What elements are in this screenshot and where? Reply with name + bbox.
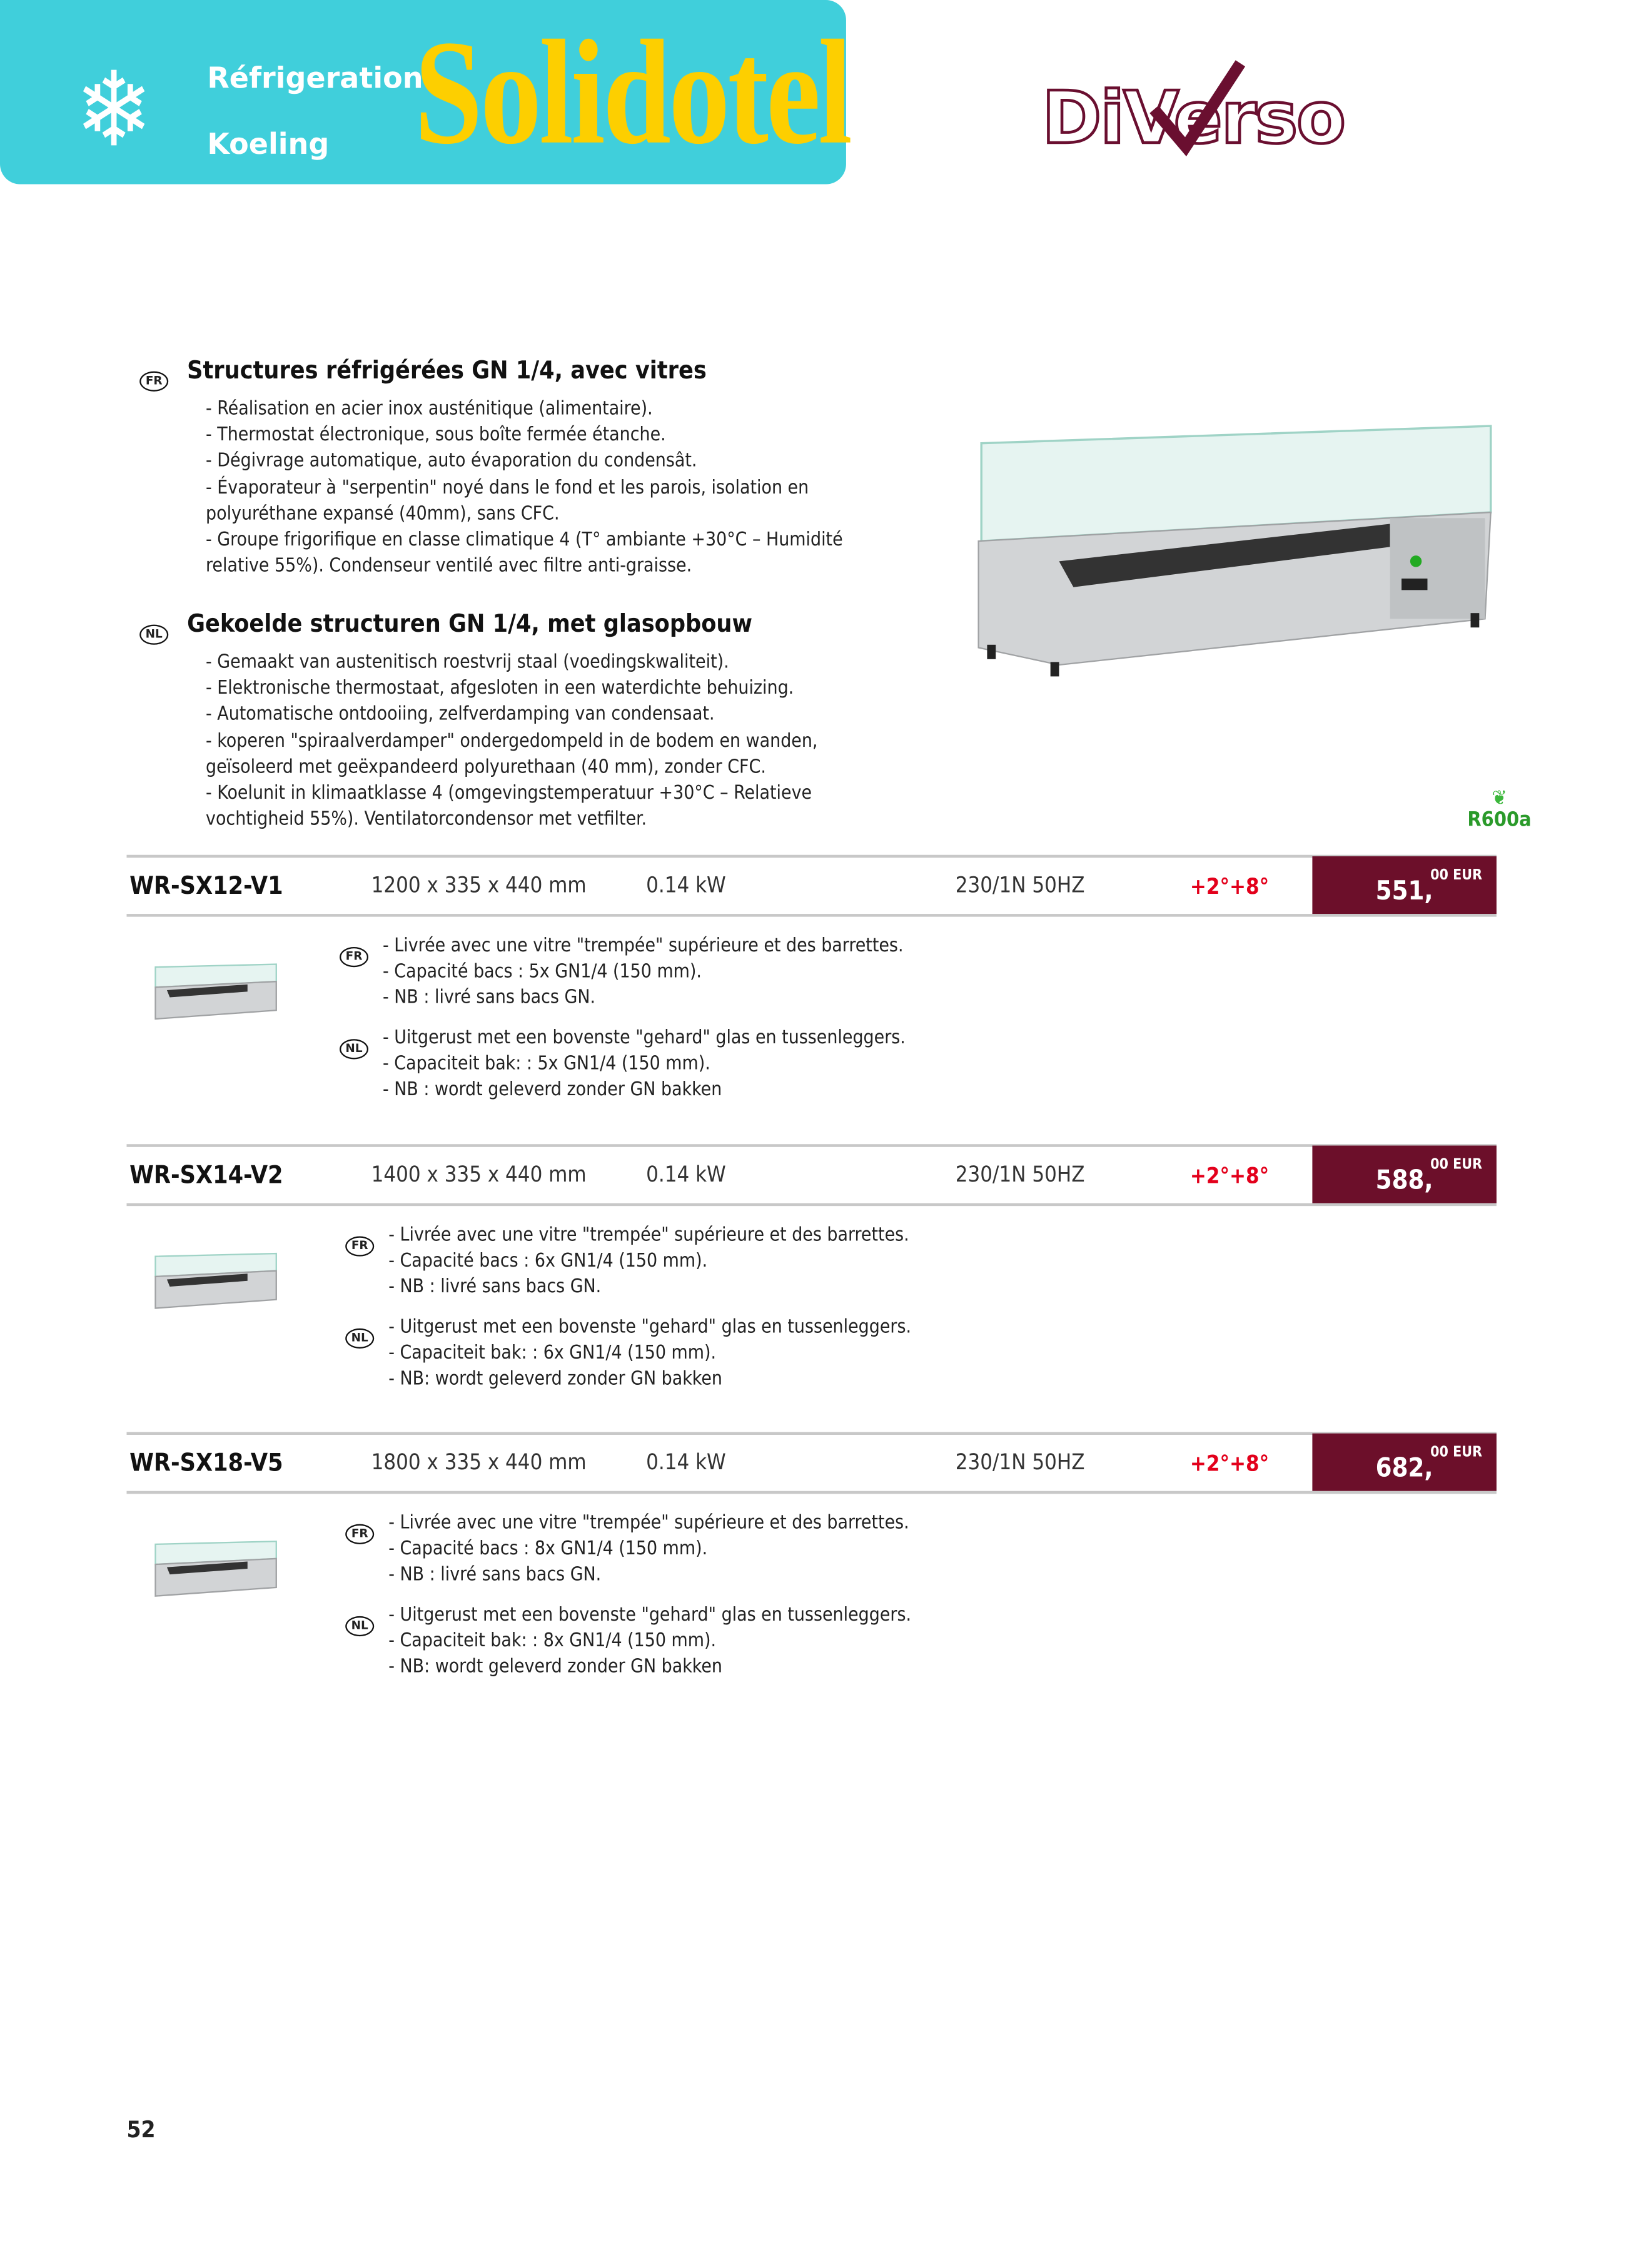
row-divider bbox=[126, 855, 1496, 858]
desc-line: - Livrée avec une vitre "trempée" supérieure et des barrettes. bbox=[383, 935, 904, 958]
product-power: 0.14 kW bbox=[646, 872, 726, 898]
product-row bbox=[0, 1144, 1626, 1432]
row-divider bbox=[126, 1203, 1496, 1207]
desc-nl bbox=[383, 1026, 906, 1105]
desc-line: - Groupe frigorifique en classe climatique 4 (T° ambiante +30°C – Humidité bbox=[206, 529, 843, 552]
desc-line: geïsoleerd met geëxpandeerd polyurethaan (40 mm), zonder CFC. bbox=[206, 756, 766, 779]
desc-line: - NB : livré sans bacs GN. bbox=[388, 1277, 602, 1299]
fr-flag-icon: FR bbox=[139, 372, 168, 392]
nl-flag-icon: NL bbox=[340, 1039, 368, 1059]
row-divider bbox=[126, 914, 1496, 917]
product-thumbnail bbox=[153, 1250, 279, 1314]
desc-line: - Évaporateur à "serpentin" noyé dans le fond et les parois, isolation en bbox=[206, 477, 809, 499]
price-cents: 00 EUR bbox=[1430, 868, 1483, 884]
desc-line: - Livrée avec une vitre "trempée" supérieure et des barrettes. bbox=[388, 1225, 909, 1247]
solidotel-logo: Solidotel bbox=[414, 10, 851, 176]
product-thumbnail bbox=[153, 961, 279, 1025]
fr-flag-icon: FR bbox=[345, 1236, 374, 1256]
product-code: WR-SX18-V5 bbox=[129, 1449, 283, 1479]
nl-flag-icon: NL bbox=[139, 625, 168, 645]
nl-flag-icon: NL bbox=[345, 1616, 374, 1636]
desc-line: - Uitgerust met een bovenste "gehard" glas en tussenleggers. bbox=[383, 1027, 906, 1050]
desc-nl bbox=[388, 1603, 911, 1682]
price-cents: 00 EUR bbox=[1430, 1157, 1483, 1173]
desc-line: vochtigheid 55%). Ventilatorcondensor met vetfilter. bbox=[206, 809, 647, 831]
desc-line: - Capacité bacs : 5x GN1/4 (150 mm). bbox=[383, 961, 702, 983]
product-dimensions: 1400 x 335 x 440 mm bbox=[371, 1161, 587, 1188]
fr-flag-icon: FR bbox=[340, 947, 368, 967]
refrigerant-label: R600a bbox=[1467, 809, 1532, 832]
desc-line: - NB: wordt geleverd zonder GN bakken bbox=[388, 1369, 722, 1391]
diverso-logo: DiVerso bbox=[1041, 76, 1345, 160]
desc-line: - Dégivrage automatique, auto évaporation du condensât. bbox=[206, 451, 697, 473]
desc-line: - Réalisation en acier inox austénitique (alimentaire). bbox=[206, 398, 653, 420]
product-main-image bbox=[972, 417, 1505, 684]
intro-desc-fr bbox=[206, 397, 843, 580]
desc-line: - NB : wordt geleverd zonder GN bakken bbox=[383, 1080, 722, 1102]
intro-desc-nl bbox=[206, 651, 817, 834]
desc-line: - Capacité bacs : 8x GN1/4 (150 mm). bbox=[388, 1539, 708, 1561]
product-thumbnail bbox=[153, 1539, 279, 1602]
desc-line: - NB : livré sans bacs GN. bbox=[388, 1565, 602, 1587]
category-nl: Koeling bbox=[207, 126, 330, 161]
checkmark-logo-icon bbox=[1146, 58, 1246, 158]
page-number: 52 bbox=[126, 2115, 156, 2144]
desc-line: - Koelunit in klimaatklasse 4 (omgevingstemperatuur +30°C – Relatieve bbox=[206, 782, 812, 805]
product-power: 0.14 kW bbox=[646, 1449, 726, 1476]
desc-line: - NB : livré sans bacs GN. bbox=[383, 988, 596, 1010]
row-divider bbox=[126, 1491, 1496, 1494]
product-row bbox=[0, 1432, 1626, 1719]
product-voltage: 230/1N 50HZ bbox=[955, 1449, 1085, 1476]
desc-line: - koperen "spiraalverdamper" ondergedompeld in de bodem en wanden, bbox=[206, 730, 818, 752]
intro-title-nl: Gekoelde structuren GN 1/4, met glasopbouw bbox=[187, 610, 752, 639]
desc-fr bbox=[388, 1511, 909, 1590]
product-code: WR-SX12-V1 bbox=[129, 872, 283, 901]
product-code: WR-SX14-V2 bbox=[129, 1161, 283, 1190]
nl-flag-icon: NL bbox=[345, 1329, 374, 1349]
desc-line: - Capaciteit bak: : 5x GN1/4 (150 mm). bbox=[383, 1053, 710, 1076]
product-temperature: +2°+8° bbox=[1189, 1450, 1270, 1477]
product-dimensions: 1800 x 335 x 440 mm bbox=[371, 1449, 587, 1476]
category-fr: Réfrigeration bbox=[207, 60, 423, 95]
product-dimensions: 1200 x 335 x 440 mm bbox=[371, 872, 587, 898]
snowflake-icon: ❄ bbox=[74, 49, 153, 170]
desc-line: - Livrée avec une vitre "trempée" supérieure et des barrettes. bbox=[388, 1512, 909, 1534]
product-voltage: 230/1N 50HZ bbox=[955, 872, 1085, 898]
desc-line: polyuréthane expansé (40mm), sans CFC. bbox=[206, 503, 560, 525]
product-temperature: +2°+8° bbox=[1189, 873, 1270, 900]
price-tag bbox=[1312, 856, 1497, 914]
desc-nl bbox=[388, 1315, 911, 1394]
price-tag bbox=[1312, 1146, 1497, 1203]
price-value: 551, bbox=[1375, 876, 1433, 907]
desc-line: - Automatische ontdooiing, zelfverdamping van condensaat. bbox=[206, 704, 715, 726]
intro-title-fr: Structures réfrigérées GN 1/4, avec vitres bbox=[187, 357, 707, 386]
row-divider bbox=[126, 1144, 1496, 1147]
product-row bbox=[0, 855, 1626, 1143]
desc-line: - NB: wordt geleverd zonder GN bakken bbox=[388, 1657, 722, 1679]
desc-line: - Elektronische thermostaat, afgesloten in een waterdichte behuizing. bbox=[206, 678, 794, 700]
product-temperature: +2°+8° bbox=[1189, 1163, 1270, 1189]
desc-line: - Gemaakt van austenitisch roestvrij staal (voedingskwaliteit). bbox=[206, 652, 729, 674]
row-divider bbox=[126, 1432, 1496, 1435]
desc-line: relative 55%). Condenseur ventilé avec filtre anti-graisse. bbox=[206, 555, 692, 578]
desc-line: - Uitgerust met een bovenste "gehard" glas en tussenleggers. bbox=[388, 1317, 912, 1339]
desc-line: - Capacité bacs : 6x GN1/4 (150 mm). bbox=[388, 1250, 708, 1273]
price-value: 682, bbox=[1375, 1453, 1433, 1484]
desc-line: - Capaciteit bak: : 8x GN1/4 (150 mm). bbox=[388, 1631, 717, 1653]
price-cents: 00 EUR bbox=[1430, 1445, 1483, 1461]
desc-fr bbox=[388, 1223, 909, 1302]
leaf-icon: ❦ bbox=[1492, 787, 1507, 811]
product-voltage: 230/1N 50HZ bbox=[955, 1161, 1085, 1188]
product-power: 0.14 kW bbox=[646, 1161, 726, 1188]
r600a-badge bbox=[1463, 789, 1535, 832]
fr-flag-icon: FR bbox=[345, 1524, 374, 1544]
desc-line: - Uitgerust met een bovenste "gehard" glas en tussenleggers. bbox=[388, 1604, 912, 1627]
price-tag bbox=[1312, 1434, 1497, 1491]
desc-fr bbox=[383, 934, 903, 1013]
desc-line: - Thermostat électronique, sous boîte fermée étanche. bbox=[206, 425, 666, 447]
desc-line: - Capaciteit bak: : 6x GN1/4 (150 mm). bbox=[388, 1343, 717, 1365]
price-value: 588, bbox=[1375, 1165, 1433, 1197]
